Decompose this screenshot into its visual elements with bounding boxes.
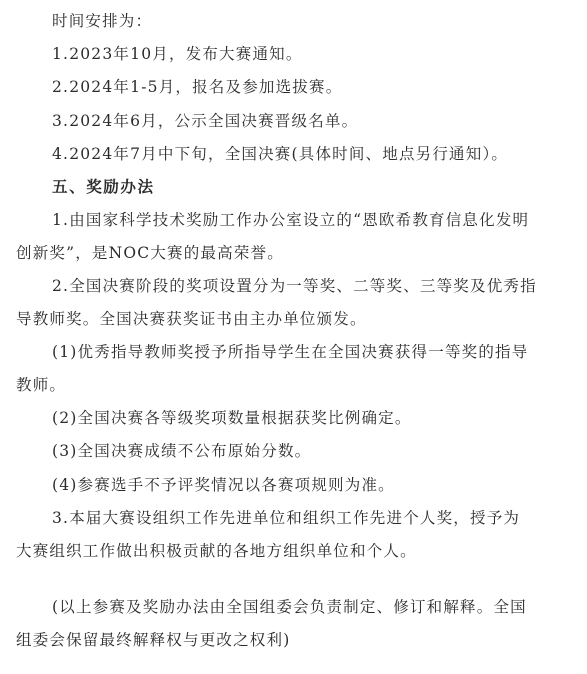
- subitem-line: 教师。: [16, 376, 67, 394]
- closing-note-line: (以上参赛及奖励办法由全国组委会负责制定、修订和解释。全国: [52, 598, 527, 616]
- closing-note-line: 组委会保留最终解释权与更改之权利): [16, 631, 291, 649]
- schedule-title: 时间安排为：: [52, 12, 153, 30]
- section-heading: 五、奖励办法: [52, 177, 155, 196]
- paragraph-line: 导教师奖。全国决赛获奖证书由主办单位颁发。: [16, 310, 367, 328]
- paragraph-line: 大赛组织工作做出积极贡献的各地方组织单位和个人。: [16, 542, 417, 560]
- paragraph-line: 创新奖”，是NOC大赛的最高荣誉。: [16, 244, 284, 262]
- paragraph-line: 3.本届大赛设组织工作先进单位和组织工作先进个人奖，授予为: [52, 509, 521, 527]
- subitem-line: (4)参赛选手不予评奖情况以各赛项规则为准。: [52, 476, 395, 494]
- schedule-item: 2.2024年1-5月，报名及参加选拔赛。: [52, 78, 343, 96]
- schedule-item: 4.2024年7月中下旬，全国决赛(具体时间、地点另行通知）。: [52, 145, 509, 163]
- paragraph-line: 1.由国家科学技术奖励工作办公室设立的“恩欧希教育信息化发明: [52, 211, 530, 229]
- paragraph-line: 2.全国决赛阶段的奖项设置分为一等奖、二等奖、三等奖及优秀指: [52, 277, 537, 295]
- subitem-line: (1)优秀指导教师奖授予所指导学生在全国决赛获得一等奖的指导: [52, 343, 529, 361]
- subitem-line: (2)全国决赛各等级奖项数量根据获奖比例确定。: [52, 409, 412, 427]
- schedule-item: 1.2023年10月，发布大赛通知。: [52, 45, 303, 63]
- subitem-line: (3)全国决赛成绩不公布原始分数。: [52, 442, 312, 460]
- schedule-item: 3.2024年6月，公示全国决赛晋级名单。: [52, 112, 359, 130]
